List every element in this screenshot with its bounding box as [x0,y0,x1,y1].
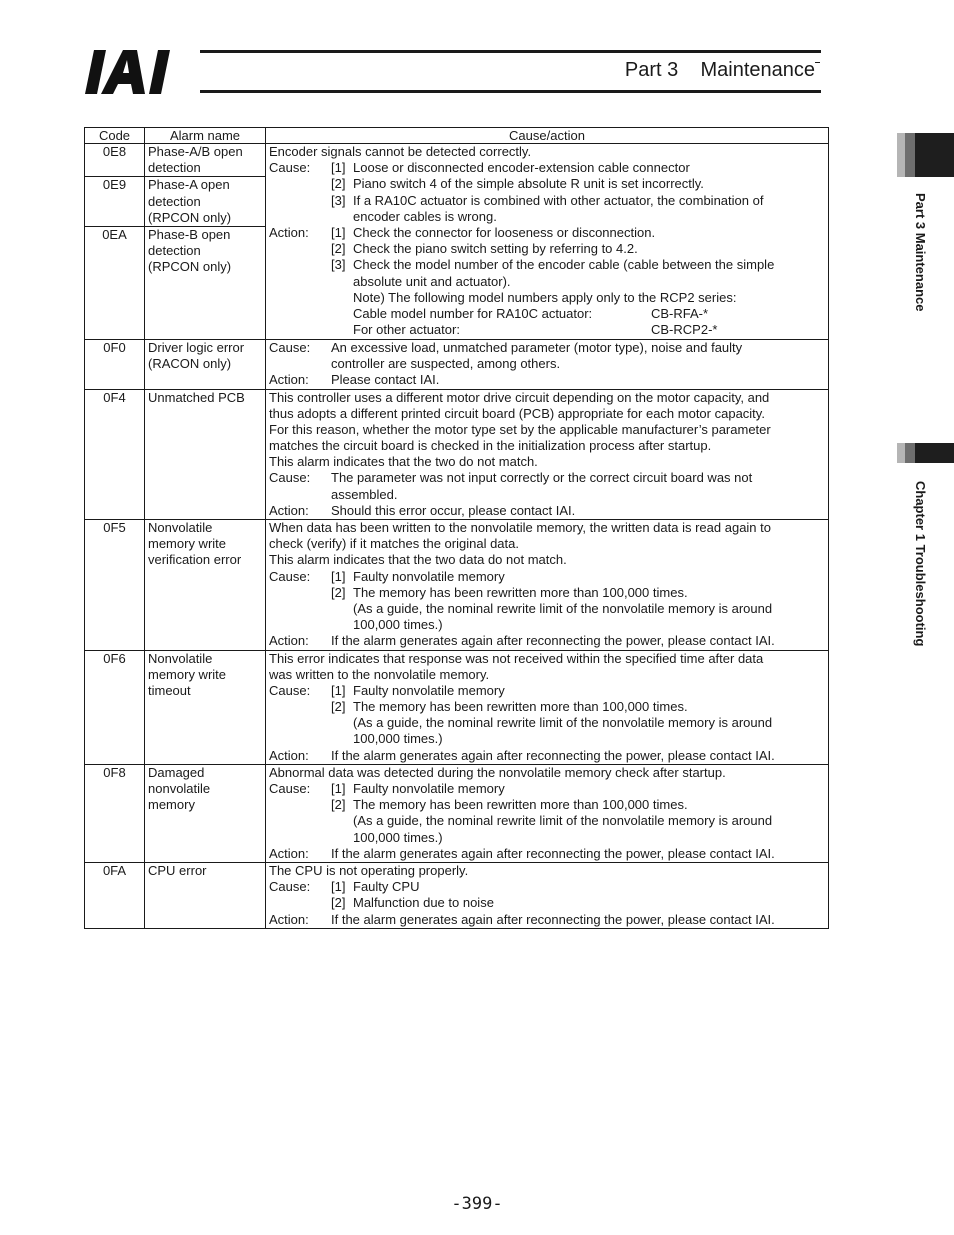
alarm-code: 0EA [85,226,145,339]
action-line [269,257,825,273]
cause-text: If a RA10C actuator is combined with other actuator, the combination of [353,192,764,208]
cause-text: Loose or disconnected encoder-extension cable connector [353,160,690,176]
cause-text: (As a guide, the nominal rewrite limit of the nonvolatile memory is around [353,715,773,731]
cause-text: An excessive load, unmatched parameter (motor type), noise and faulty [331,339,743,355]
action-label: Action: [269,372,309,388]
description-line: This alarm indicates that the two do not match. [269,454,538,470]
cause-line [269,144,825,160]
item-number: [2] [331,584,346,600]
cause-text: The memory has been rewritten more than 100,000 times. [353,797,688,813]
note-text: Cable model number for RA10C actuator: [353,305,593,321]
description-line: This error indicates that response was not received within the specified time after data [269,650,764,666]
col-header-alarm-name: Alarm name [145,128,266,144]
cause-text: The memory has been rewritten more than 100,000 times. [353,699,688,715]
action-text: Check the model number of the encoder cable (cable between the simple [353,257,775,273]
description-line: The CPU is not operating properly. [269,862,469,878]
description-line: matches the circuit board is checked in the initialization process after startup. [269,438,712,454]
cause-line [269,487,825,503]
note-line [269,322,825,338]
description-line: This controller uses a different motor drive circuit depending on the motor capacity, and [269,389,770,405]
alarm-code: 0F0 [85,339,145,389]
cause-text: Faulty CPU [353,879,420,895]
alarm-name-line: CPU error [148,862,207,878]
description-line: check (verify) if it matches the original data. [269,536,519,552]
cause-label: Cause: [269,470,311,486]
action-text: absolute unit and actuator). [353,273,511,289]
header-rule-bottom [200,90,821,93]
cause-line [269,879,825,895]
col-header-cause-action: Cause/action [266,128,829,144]
action-label: Action: [269,224,309,240]
page-title: Part 3 Maintenance [624,59,815,81]
alarm-name-line: Phase-B open [148,226,231,242]
cause-text: (As a guide, the nominal rewrite limit of the nonvolatile memory is around [353,600,773,616]
alarm-name [145,177,266,227]
item-number: [1] [331,879,346,895]
alarm-name [145,862,266,928]
cable-model-number: CB-RCP2-* [651,322,718,338]
alarm-name-line: memory write [148,536,227,552]
item-number: [2] [331,895,346,911]
cause-line [269,699,825,715]
action-text: Please contact IAI. [331,372,440,388]
cause-line [269,813,825,829]
cause-text: 100,000 times.) [353,731,443,747]
cause-label: Cause: [269,879,311,895]
item-number: [2] [331,176,346,192]
cause-line [269,176,825,192]
note-line [269,306,825,322]
action-line [269,748,825,764]
alarm-code: 0F6 [85,650,145,764]
item-number: [1] [331,224,346,240]
cause-line [269,797,825,813]
header-rule-top [200,50,821,53]
alarm-code: 0F8 [85,764,145,862]
item-number: [3] [331,192,346,208]
alarm-name-line: detection [148,243,201,259]
cause-action-cell [266,650,829,764]
alarm-name-line: Phase-A open [148,177,230,193]
item-number: [1] [331,781,346,796]
table-row [85,389,829,520]
alarm-name-line: Unmatched PCB [148,389,245,405]
cause-text: Encoder signals cannot be detected correctly. [269,144,532,159]
alarm-name-line: Damaged [148,764,205,780]
item-number: [1] [331,568,346,584]
alarm-name [145,339,266,389]
alarm-name-line: Nonvolatile [148,520,213,535]
cause-line [269,209,825,225]
description-line: was written to the nonvolatile memory. [269,666,490,682]
cause-line [269,895,825,911]
alarm-name [145,144,266,177]
side-label-chapter: Chapter 1 Troubleshooting [913,481,928,647]
alarm-name-line: verification error [148,552,242,568]
description-line: For this reason, whether the motor type set by the applicable manufacturer’s parameter [269,421,771,437]
header-tick [815,62,820,63]
alarm-name-line: Phase-A/B open [148,144,243,159]
alarm-code: 0E9 [85,177,145,227]
cause-action-cell [266,144,829,340]
alarm-name [145,764,266,862]
item-number: [1] [331,160,346,176]
cause-text: Faulty nonvolatile memory [353,568,505,584]
cause-line [269,569,825,585]
cause-line [269,601,825,617]
cause-text: 100,000 times.) [353,829,443,845]
alarm-code: 0E8 [85,144,145,177]
item-number: [3] [331,257,346,273]
action-line [269,274,825,290]
cause-line [269,830,825,846]
table-row [85,862,829,928]
cause-label: Cause: [269,682,311,698]
cause-label: Cause: [269,568,311,584]
alarm-name-line: nonvolatile [148,781,211,796]
action-line [269,912,825,928]
action-label: Action: [269,633,309,649]
alarm-name-line: Driver logic error [148,339,245,355]
alarm-name-line: (RPCON only) [148,209,232,225]
alarm-table [84,127,829,929]
alarm-name [145,520,266,651]
action-line [269,225,825,241]
cause-line [269,340,825,356]
description-line: Abnormal data was detected during the nonvolatile memory check after startup. [269,764,726,780]
cause-line [269,731,825,747]
action-text: If the alarm generates again after reconnecting the power, please contact IAI. [331,911,775,927]
cause-line [269,356,825,372]
cause-label: Cause: [269,339,311,355]
action-text: Check the connector for looseness or disconnection. [353,224,656,240]
alarm-name-line: timeout [148,682,191,698]
action-text: Check the piano switch setting by referring to 4.2. [353,241,638,257]
action-text: If the alarm generates again after reconnecting the power, please contact IAI. [331,633,775,649]
cause-line [269,585,825,601]
alarm-name-line: memory write [148,666,227,682]
cause-line [269,683,825,699]
alarm-name-line: detection [148,193,201,209]
description-line: thus adopts a different printed circuit board (PCB) appropriate for each motor capacity. [269,405,765,421]
cause-line [269,617,825,633]
table-row [85,144,829,177]
cause-text: The memory has been rewritten more than 100,000 times. [353,584,688,600]
note-text: For other actuator: [353,322,460,338]
alarm-code: 0FA [85,862,145,928]
cause-line [269,160,825,176]
note-text: Note) The following model numbers apply only to the RCP2 series: [353,289,737,305]
action-line [269,503,825,519]
col-header-code: Code [85,128,145,144]
alarm-name-line: (RACON only) [148,356,232,372]
alarm-code: 0F5 [85,520,145,651]
cause-action-cell [266,520,829,651]
alarm-name [145,650,266,764]
cable-model-number: CB-RFA-* [651,305,709,321]
cause-action-cell [266,862,829,928]
cause-text: Malfunction due to noise [353,895,494,911]
table-row [85,339,829,389]
description-line: This alarm indicates that the two data do not match. [269,552,567,568]
action-line [269,241,825,257]
cause-action-cell [266,389,829,520]
action-line [269,846,825,862]
note-line [269,290,825,306]
action-text: If the alarm generates again after reconnecting the power, please contact IAI. [331,845,775,861]
cause-text: assembled. [331,486,398,502]
cause-label: Cause: [269,781,311,796]
item-number: [2] [331,797,346,813]
cause-text: encoder cables is wrong. [353,208,497,224]
alarm-code: 0F4 [85,389,145,520]
action-label: Action: [269,747,309,763]
action-label: Action: [269,911,309,927]
item-number: [1] [331,682,346,698]
cause-text: Faulty nonvolatile memory [353,781,505,796]
alarm-name [145,389,266,520]
cause-label: Cause: [269,160,311,176]
alarm-name-line: memory [148,797,195,813]
action-label: Action: [269,845,309,861]
side-label-part: Part 3 Maintenance [913,193,928,312]
cause-action-cell [266,764,829,862]
alarm-name-line: Nonvolatile [148,650,213,666]
table-header-row [85,128,829,144]
page-number: -399- [451,1194,503,1214]
item-number: [2] [331,241,346,257]
chapter-tab-marker [897,443,954,463]
cause-line [269,193,825,209]
item-number: [2] [331,699,346,715]
table-row [85,764,829,862]
cause-line [269,781,825,797]
cause-action-cell [266,339,829,389]
alarm-name-line: (RPCON only) [148,259,232,275]
action-line [269,372,825,388]
action-label: Action: [269,502,309,518]
action-text: Should this error occur, please contact IAI. [331,502,576,518]
alarm-name [145,226,266,339]
table-row [85,520,829,651]
cause-line [269,470,825,486]
table-row [85,650,829,764]
alarm-name-line: detection [148,160,201,176]
part-tab-marker [897,133,954,177]
cause-text: Faulty nonvolatile memory [353,682,505,698]
cause-text: 100,000 times.) [353,617,443,633]
cause-text: controller are suspected, among others. [331,356,561,372]
cause-line [269,715,825,731]
cause-text: Piano switch 4 of the simple absolute R unit is set incorrectly. [353,176,704,192]
description-line: When data has been written to the nonvolatile memory, the written data is read again to [269,520,771,535]
cause-text: The parameter was not input correctly or the correct circuit board was not [331,470,753,486]
cause-text: (As a guide, the nominal rewrite limit of the nonvolatile memory is around [353,813,773,829]
iai-logo [85,50,197,94]
action-line [269,633,825,649]
action-text: If the alarm generates again after reconnecting the power, please contact IAI. [331,747,775,763]
